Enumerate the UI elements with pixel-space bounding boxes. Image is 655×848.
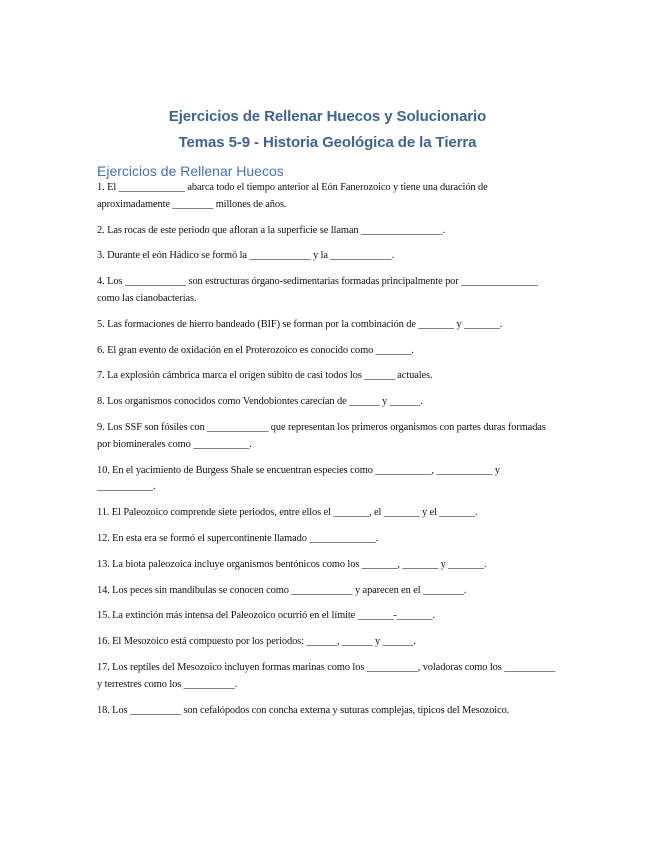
document-title: Ejercicios de Rellenar Huecos y Solucionario [168,108,487,125]
question-17: 17. Los reptiles del Mesozoico incluyen formas marinas como los __________, voladoras como los __________ y terrestres como los __________. [97,661,556,690]
question-2: 2. Las rocas de este periodo que afloran a la superficie se llaman ________________. [97,224,445,236]
question-3: 3. Durante el eón Hádico se formó la ____________ y la ____________. [97,250,395,262]
question-12: 12. En esta era se formó el supercontinente llamado _____________. [97,532,379,544]
section-heading: Ejercicios de Rellenar Huecos [97,163,284,179]
question-18: 18. Los __________ son cefalópodos con concha externa y suturas complejas, típicos del Mesozoico. [97,704,510,716]
question-1: 1. El _____________ abarca todo el tiempo anterior al Eón Fanerozoico y tiene una duración de aproximadamente ________ millones de años. [97,182,488,210]
question-14: 14. Los peces sin mandíbulas se conocen como ____________ y aparecen en el ________. [97,584,467,596]
question-9: 9. Los SSF son fósiles con ____________ que representan los primeros organismos con partes duras formadas por biominerales como ___________. [97,421,546,450]
question-7: 7. La explosión cámbrica marca el origen súbito de casi todos los ______ actuales. [97,370,433,382]
question-16: 16. El Mesozoico está compuesto por los periodos: ______, ______ y ______. [97,636,416,648]
question-list [97,180,559,719]
question-8: 8. Los organismos conocidos como Vendobiontes carecían de ______ y ______. [97,396,423,408]
question-5: 5. Las formaciones de hierro bandeado (BIF) se forman por la combinación de _______ y _______. [97,318,503,330]
question-15: 15. La extinción más intensa del Paleozoico ocurrió en el límite _______-_______. [97,610,435,622]
question-4: 4. Los ____________ son estructuras órgano-sedimentarias formadas principalmente por _______________ como las cianobacterias. [97,276,538,304]
document-subtitle: Temas 5-9 - Historia Geológica de la Tierra [178,134,477,151]
title-block [0,104,655,156]
question-13: 13. La biota paleozoica incluye organismos bentónicos como los _______, _______ y _______. [97,558,487,570]
question-10: 10. En el yacimiento de Burgess Shale se encuentran especies como ___________, ___________ y ___________. [97,464,500,493]
question-11: 11. El Paleozoico comprende siete periodos, entre ellos el _______, el _______ y el _______. [97,507,478,519]
question-6: 6. El gran evento de oxidación en el Proterozoico es conocido como _______. [97,344,414,356]
